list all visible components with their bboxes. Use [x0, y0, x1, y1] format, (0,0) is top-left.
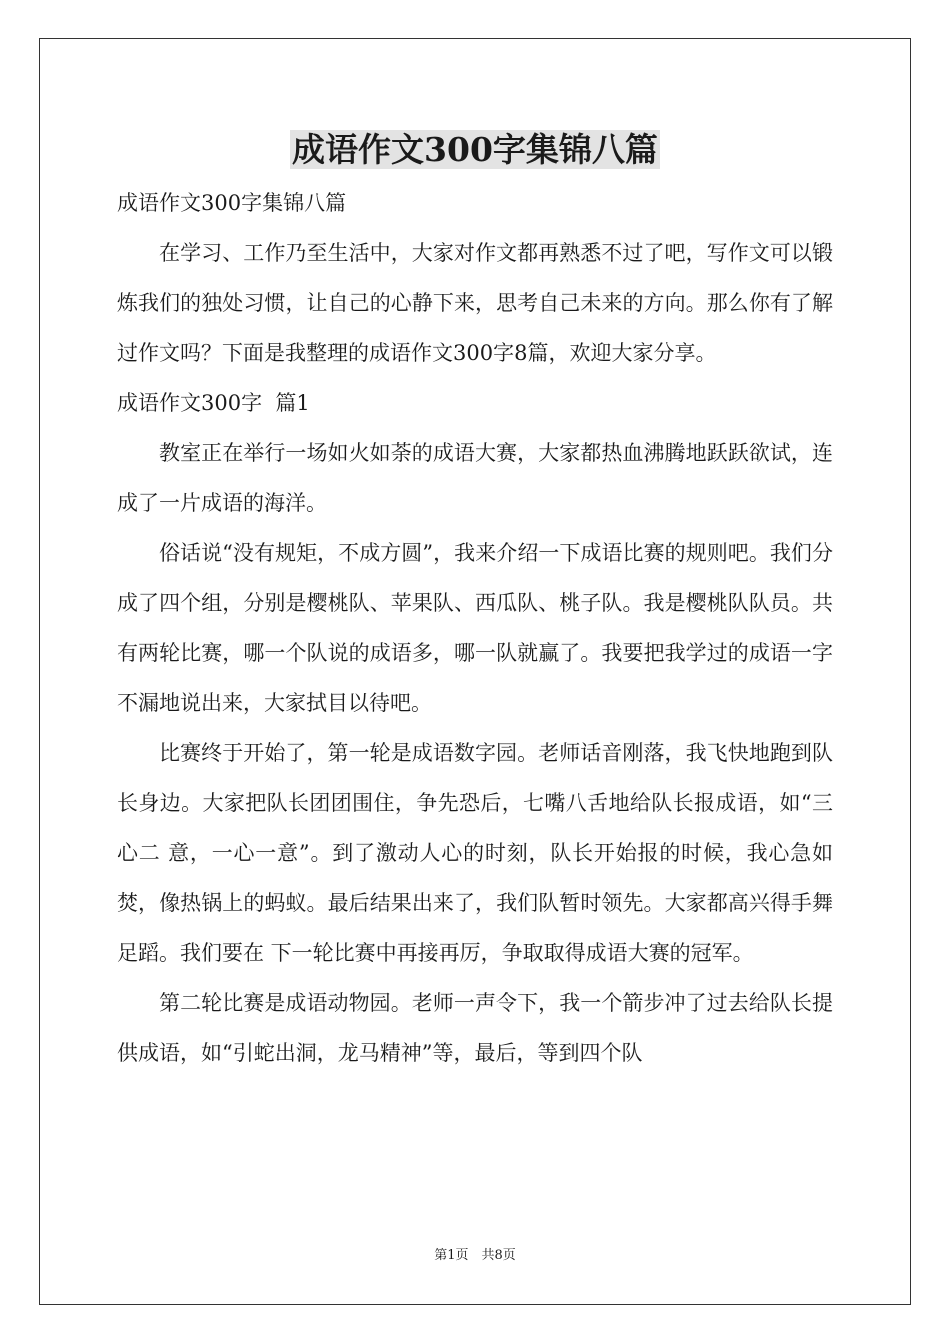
page-number-footer: 第1页 共8页 [434, 1248, 516, 1263]
document-body [117, 178, 833, 1078]
document-title [0, 128, 950, 172]
section-heading: 成语作文300字 篇1 [117, 391, 310, 415]
body-paragraph-2: 俗话说“没有规矩，不成方圆”，我来介绍一下成语比赛的规则吧。我们分成了四个组，分别是樱桃队、苹果队、西瓜队、桃子队。我是樱桃队队员。共有两轮比赛，哪一个队说的成语多，哪一队就赢了。我要把我学过的成语一字不漏地说出来，大家拭目以待吧。 [117, 541, 833, 715]
body-paragraph-1: 教室正在举行一场如火如荼的成语大赛，大家都热血沸腾地跃跃欲试，连成了一片成语的海洋。 [117, 441, 833, 515]
intro-paragraph: 在学习、工作乃至生活中，大家对作文都再熟悉不过了吧，写作文可以锻炼我们的独处习惯，让自己的心静下来，思考自己未来的方向。那么你有了解过作文吗？下面是我整理的成语作文300字8篇，欢迎大家分享。 [117, 241, 833, 365]
document-title-text: 成语作文300字集锦八篇 [292, 130, 658, 169]
document-subtitle: 成语作文300字集锦八篇 [117, 191, 347, 215]
body-paragraph-4: 第二轮比赛是成语动物园。老师一声令下，我一个箭步冲了过去给队长提供成语，如“引蛇出洞，龙马精神”等，最后，等到四个队 [117, 991, 833, 1065]
body-paragraph-3: 比赛终于开始了，第一轮是成语数字园。老师话音刚落，我飞快地跑到队长身边。大家把队长团团围住，争先恐后，七嘴八舌地给队长报成语，如“三心二 意，一心一意”。到了激动人心的时刻，队长开始报的时候，我心急如焚，像热锅上的蚂蚁。最后结果出来了，我们队暂时领先。大家都高兴得手舞足蹈。我们要在 下一轮比赛中再接再厉，争取取得成语大赛的冠军。 [117, 741, 833, 965]
